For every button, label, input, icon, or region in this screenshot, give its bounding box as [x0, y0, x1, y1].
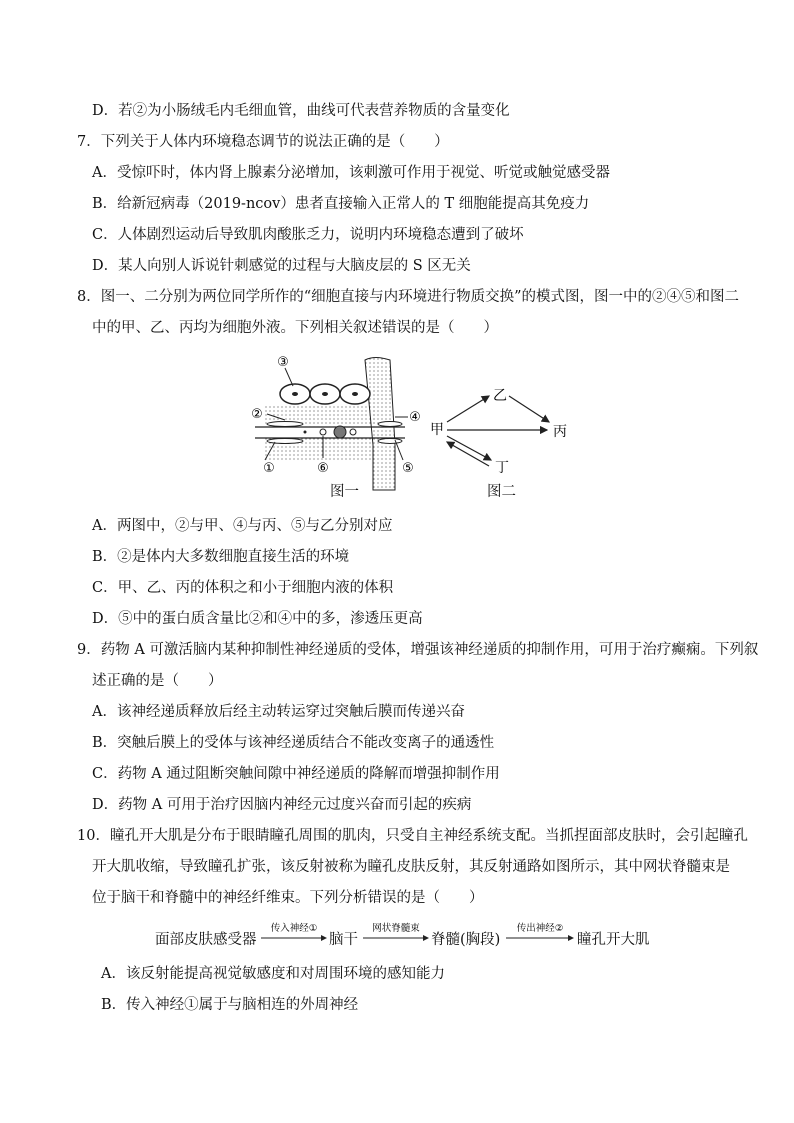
arrow-label-afferent: 传入神经① — [270, 923, 318, 934]
q6-option-d: D．若②为小肠绒毛内毛细血管，曲线可代表营养物质的含量变化 — [92, 103, 510, 119]
node-ding: 丁 — [495, 460, 509, 476]
q7-option-a: A．受惊吓时，体内肾上腺素分泌增加，该刺激可作用于视觉、听觉或触觉感受器 — [92, 165, 610, 181]
q10-stem-line2: 开大肌收缩，导致瞳孔扩张，该反射被称为瞳孔皮肤反射，其反射通路如图所示，其中网状脊髓束是 — [92, 859, 730, 875]
label-1: ① — [263, 461, 275, 476]
q8-option-c: C．甲、乙、丙的体积之和小于细胞内液的体积 — [92, 580, 394, 596]
pathway-node-spinal-cord: 脊髓(胸段) — [431, 932, 501, 948]
blood-cell — [334, 426, 346, 438]
pathway-node-muscle: 瞳孔开大肌 — [577, 932, 650, 948]
figure-one-diagram — [245, 350, 430, 500]
q10-stem-line3: 位于脑干和脊髓中的神经纤维束。下列分析错误的是（ ） — [92, 890, 484, 906]
q7-stem: 7．下列关于人体内环境稳态调节的说法正确的是（ ） — [77, 134, 449, 150]
q10-option-a: A．该反射能提高视觉敏感度和对周围环境的感知能力 — [101, 966, 445, 982]
q8-stem-line2: 中的甲、乙、丙均为细胞外液。下列相关叙述错误的是（ ） — [92, 320, 498, 336]
figure-two-caption: 图二 — [487, 484, 516, 500]
pathway-arrow-1 — [259, 922, 329, 946]
arrow-label-efferent: 传出神经② — [516, 923, 564, 934]
q9-option-c: C．药物 A 通过阻断突触间隙中神经递质的降解而增强抑制作用 — [92, 766, 500, 782]
node-yi: 乙 — [493, 388, 507, 404]
q10-stem-line1: 10．瞳孔开大肌是分布于眼睛瞳孔周围的肌肉，只受自主神经系统支配。当抓捏面部皮肤时，会引起瞳孔 — [77, 828, 748, 844]
pathway-node-brainstem: 脑干 — [329, 932, 358, 948]
label-6: ⑥ — [317, 461, 329, 476]
q9-option-d: D．药物 A 可用于治疗因脑内神经元过度兴奋而引起的疾病 — [92, 797, 472, 813]
q8-option-b: B．②是体内大多数细胞直接生活的环境 — [92, 549, 350, 565]
q7-option-c: C．人体剧烈运动后导致肌肉酸胀乏力，说明内环境稳态遭到了破坏 — [92, 227, 524, 243]
q10-option-b: B．传入神经①属于与脑相连的外周神经 — [101, 997, 359, 1013]
q9-stem-line1: 9．药物 A 可激活脑内某种抑制性神经递质的受体，增强该神经递质的抑制作用，可用于治疗癫痫。下列叙 — [77, 642, 759, 658]
arrow-label-reticulospinal: 网状脊髓束 — [372, 923, 420, 934]
q9-stem-line2: 述正确的是（ ） — [92, 673, 223, 689]
figure-two-diagram — [425, 378, 575, 478]
label-2: ② — [251, 407, 263, 422]
label-3: ③ — [277, 355, 289, 370]
q7-option-b: B．给新冠病毒（2019-ncov）患者直接输入正常人的 T 细胞能提高其免疫力 — [92, 196, 590, 212]
pathway-arrow-2 — [361, 922, 431, 946]
node-jia: 甲 — [430, 422, 444, 438]
q7-option-d: D．某人向别人诉说针刺感觉的过程与大脑皮层的 S 区无关 — [92, 258, 471, 274]
figure-one-caption: 图一 — [330, 484, 359, 500]
reflex-pathway — [155, 923, 655, 952]
label-5: ⑤ — [402, 461, 414, 476]
q8-stem-line1: 8．图一、二分别为两位同学所作的“细胞直接与内环境进行物质交换”的模式图，图一中的②④⑤和图二 — [77, 289, 740, 305]
node-bing: 丙 — [553, 424, 567, 440]
q9-option-a: A．该神经递质释放后经主动转运穿过突触后膜而传递兴奋 — [92, 704, 465, 720]
label-4: ④ — [409, 410, 421, 425]
pathway-arrow-3 — [504, 922, 576, 946]
pathway-node-receptor: 面部皮肤感受器 — [155, 932, 257, 948]
q9-option-b: B．突触后膜上的受体与该神经递质结合不能改变离子的通透性 — [92, 735, 495, 751]
q8-option-a: A．两图中，②与甲、④与丙、⑤与乙分别对应 — [92, 518, 393, 534]
q8-option-d: D．⑤中的蛋白质含量比②和④中的多，渗透压更高 — [92, 611, 423, 627]
